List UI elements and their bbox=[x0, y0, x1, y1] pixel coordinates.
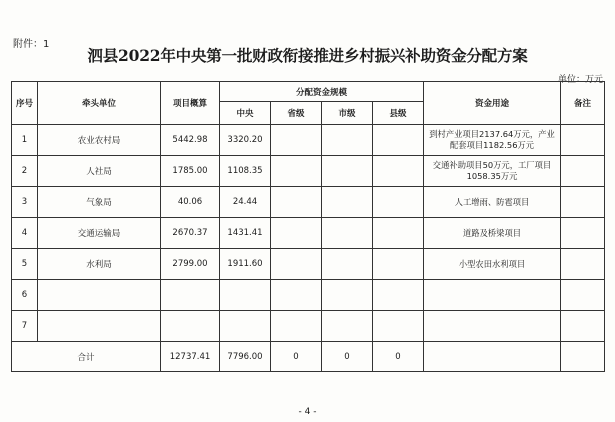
table-row bbox=[12, 249, 605, 280]
cell-unit: 气象局 bbox=[38, 187, 161, 218]
cell-city bbox=[322, 187, 373, 218]
total-budget: 12737.41 bbox=[161, 342, 220, 372]
cell-budget: 1785.00 bbox=[161, 156, 220, 187]
header-county: 县级 bbox=[373, 102, 424, 125]
cell-usage: 小型农田水利项目 bbox=[424, 249, 561, 280]
total-remark bbox=[561, 342, 605, 372]
cell-county bbox=[373, 311, 424, 342]
header-seq: 序号 bbox=[12, 82, 38, 125]
attachment-label: 附件：1 bbox=[13, 39, 50, 50]
page-number: - 4 - bbox=[298, 407, 317, 417]
cell-remark bbox=[561, 218, 605, 249]
cell-seq: 4 bbox=[12, 218, 38, 249]
cell-provincial bbox=[271, 125, 322, 156]
cell-usage: 交通补助项目50万元，工厂项目1058.35万元 bbox=[424, 156, 561, 187]
header-row bbox=[12, 82, 605, 102]
total-provincial: 0 bbox=[271, 342, 322, 372]
cell-central: 1431.41 bbox=[220, 218, 271, 249]
cell-county bbox=[373, 125, 424, 156]
cell-budget bbox=[161, 311, 220, 342]
cell-city bbox=[322, 125, 373, 156]
cell-remark bbox=[561, 156, 605, 187]
cell-remark bbox=[561, 280, 605, 311]
cell-unit: 交通运输局 bbox=[38, 218, 161, 249]
cell-county bbox=[373, 249, 424, 280]
cell-usage: 道路及桥梁项目 bbox=[424, 218, 561, 249]
cell-county bbox=[373, 280, 424, 311]
table-row bbox=[12, 311, 605, 342]
cell-budget: 40.06 bbox=[161, 187, 220, 218]
table-row bbox=[12, 187, 605, 218]
cell-budget: 5442.98 bbox=[161, 125, 220, 156]
total-central: 7796.00 bbox=[220, 342, 271, 372]
header-allocation: 分配资金规模 bbox=[220, 82, 424, 102]
cell-county bbox=[373, 156, 424, 187]
cell-county bbox=[373, 187, 424, 218]
cell-city bbox=[322, 311, 373, 342]
cell-usage: 人工增雨、防雹项目 bbox=[424, 187, 561, 218]
cell-central bbox=[220, 280, 271, 311]
cell-usage bbox=[424, 311, 561, 342]
cell-unit: 农业农村局 bbox=[38, 125, 161, 156]
cell-city bbox=[322, 280, 373, 311]
cell-unit: 水利局 bbox=[38, 249, 161, 280]
cell-county bbox=[373, 218, 424, 249]
total-row bbox=[12, 342, 605, 372]
cell-budget: 2670.37 bbox=[161, 218, 220, 249]
cell-remark bbox=[561, 125, 605, 156]
cell-city bbox=[322, 218, 373, 249]
cell-city bbox=[322, 249, 373, 280]
cell-provincial bbox=[271, 311, 322, 342]
cell-seq: 6 bbox=[12, 280, 38, 311]
total-usage bbox=[424, 342, 561, 372]
table-row bbox=[12, 218, 605, 249]
unit-label: 单位：万元 bbox=[557, 75, 603, 85]
cell-remark bbox=[561, 187, 605, 218]
cell-budget bbox=[161, 280, 220, 311]
cell-unit bbox=[38, 280, 161, 311]
document-title: 泗县2022年中央第一批财政衔接推进乡村振兴补助资金分配方案 bbox=[87, 46, 528, 65]
cell-seq: 7 bbox=[12, 311, 38, 342]
cell-city bbox=[322, 156, 373, 187]
cell-provincial bbox=[271, 218, 322, 249]
cell-central bbox=[220, 311, 271, 342]
header-city: 市级 bbox=[322, 102, 373, 125]
cell-usage bbox=[424, 280, 561, 311]
cell-seq: 3 bbox=[12, 187, 38, 218]
header-usage: 资金用途 bbox=[424, 82, 561, 125]
header-remark: 备注 bbox=[561, 82, 605, 125]
cell-provincial bbox=[271, 280, 322, 311]
table-row bbox=[12, 125, 605, 156]
table-row bbox=[12, 280, 605, 311]
cell-budget: 2799.00 bbox=[161, 249, 220, 280]
cell-seq: 5 bbox=[12, 249, 38, 280]
total-label: 合计 bbox=[12, 342, 161, 372]
total-county: 0 bbox=[373, 342, 424, 372]
total-city: 0 bbox=[322, 342, 373, 372]
cell-usage: 到村产业项目2137.64万元，产业配套项目1182.56万元 bbox=[424, 125, 561, 156]
cell-seq: 1 bbox=[12, 125, 38, 156]
cell-central: 24.44 bbox=[220, 187, 271, 218]
cell-central: 1108.35 bbox=[220, 156, 271, 187]
cell-provincial bbox=[271, 249, 322, 280]
header-central: 中央 bbox=[220, 102, 271, 125]
cell-unit: 人社局 bbox=[38, 156, 161, 187]
cell-provincial bbox=[271, 156, 322, 187]
allocation-table bbox=[11, 81, 605, 372]
cell-central: 3320.20 bbox=[220, 125, 271, 156]
cell-unit bbox=[38, 311, 161, 342]
header-provincial: 省级 bbox=[271, 102, 322, 125]
table-row bbox=[12, 156, 605, 187]
header-budget: 项目概算 bbox=[161, 82, 220, 125]
cell-seq: 2 bbox=[12, 156, 38, 187]
cell-remark bbox=[561, 311, 605, 342]
cell-provincial bbox=[271, 187, 322, 218]
header-lead-unit: 牵头单位 bbox=[38, 82, 161, 125]
cell-remark bbox=[561, 249, 605, 280]
cell-central: 1911.60 bbox=[220, 249, 271, 280]
